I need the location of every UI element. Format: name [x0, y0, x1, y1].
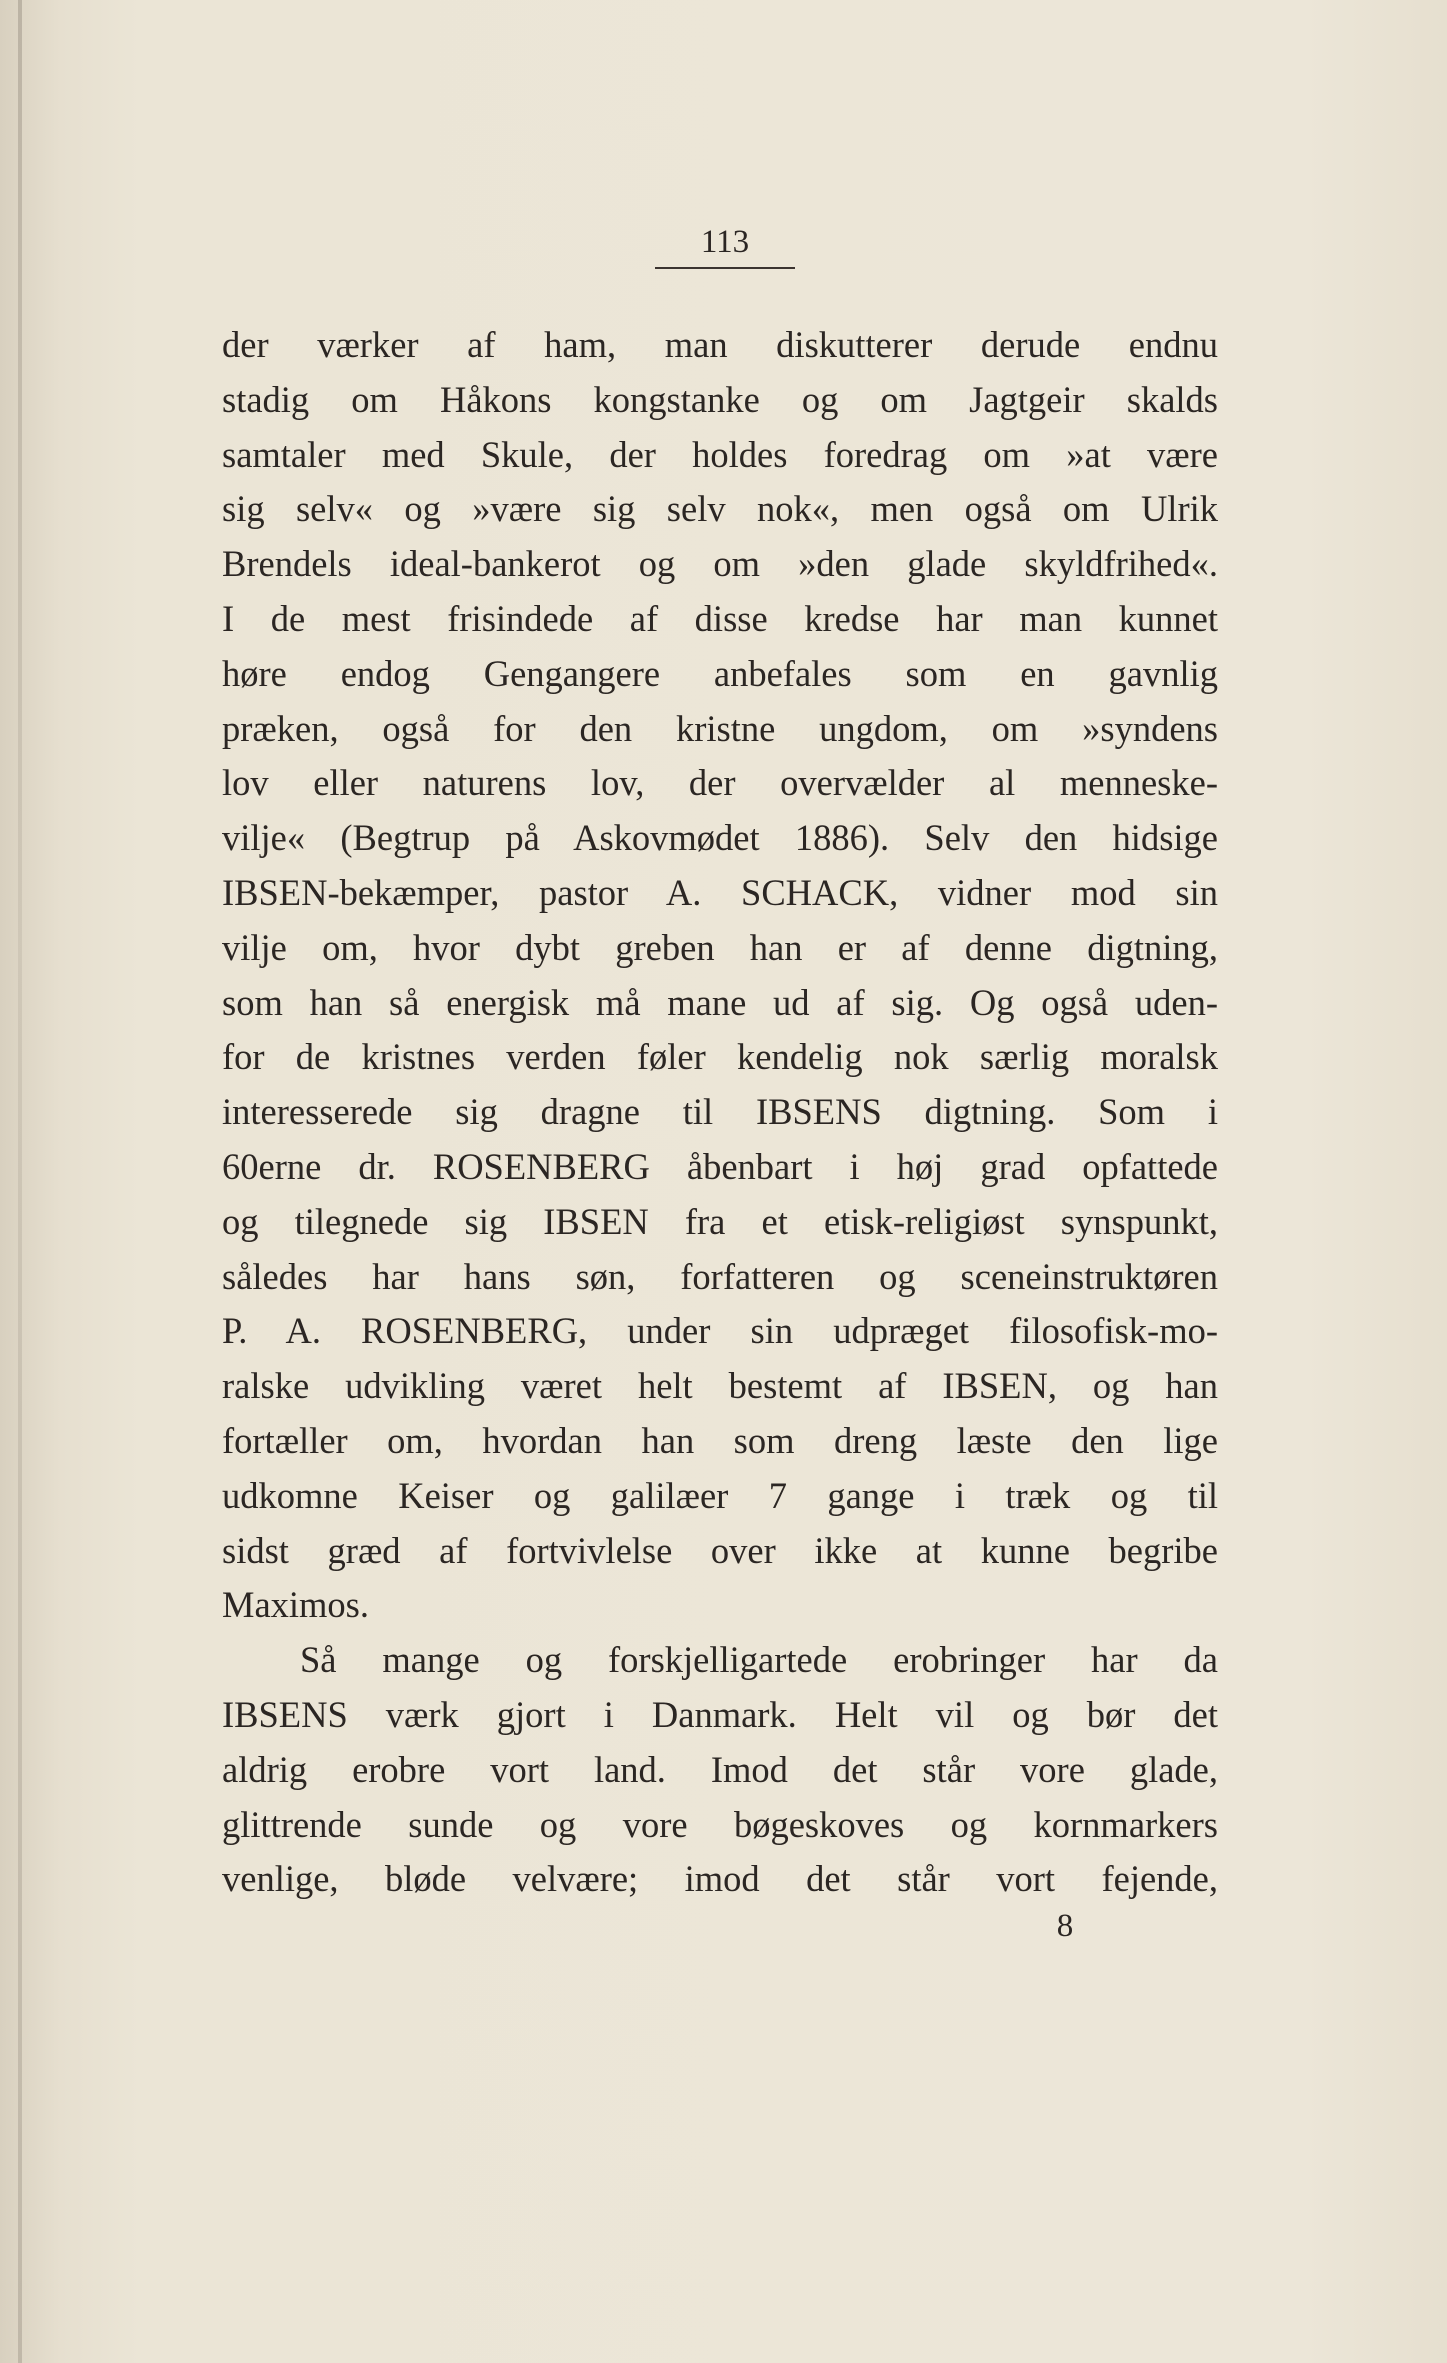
text-line-paragraph-start: Så mange og forskjelligartede erobringer har da	[300, 1639, 1218, 1681]
page-number: 113	[700, 224, 750, 260]
text-line: IBSEN-bekæmper, pastor A. SCHACK, vidner mod sin	[222, 871, 1218, 913]
text-line: samtaler med Skule, der holdes foredrag om »at være	[222, 433, 1218, 475]
text-line: præken, også for den kristne ungdom, om »syndens	[222, 707, 1218, 749]
text-line: stadig om Håkons kongstanke og om Jagtgeir skalds	[222, 378, 1218, 420]
text-line: sidst græd af fortvivlelse over ikke at kunne begribe	[222, 1529, 1218, 1571]
text-line: venlige, bløde velvære; imod det står vort fejende,	[222, 1858, 1218, 1900]
text-line: høre endog Gengangere anbefales som en gavnlig	[222, 652, 1218, 694]
text-line: Brendels ideal-bankerot og om »den glade skyldfrihed«.	[222, 543, 1218, 585]
text-line: og tilegnede sig IBSEN fra et etisk-religiøst synspunkt,	[222, 1200, 1218, 1242]
text-line-paragraph-end: Maximos.	[222, 1584, 370, 1626]
text-line: lov eller naturens lov, der overvælder al menneske-	[222, 762, 1218, 804]
text-line: IBSENS værk gjort i Danmark. Helt vil og bør det	[222, 1693, 1218, 1735]
text-line: P. A. ROSENBERG, under sin udpræget filosofisk-mo-	[222, 1310, 1218, 1352]
text-line: sig selv« og »være sig selv nok«, men også om Ulrik	[222, 488, 1218, 530]
signature-mark: 8	[1056, 1908, 1074, 1944]
text-line: interesserede sig dragne til IBSENS digtning. Som i	[222, 1091, 1218, 1133]
text-line: ralske udvikling været helt bestemt af IBSEN, og han	[222, 1365, 1218, 1407]
body-text	[222, 318, 1218, 1907]
text-line: der værker af ham, man diskutterer derude endnu	[222, 324, 1218, 365]
text-line: for de kristnes verden føler kendelig nok særlig moralsk	[222, 1036, 1218, 1078]
binding-edge	[18, 0, 22, 2363]
text-line: glittrende sunde og vore bøgeskoves og kornmarkers	[222, 1803, 1218, 1845]
text-line: som han så energisk må mane ud af sig. Og også uden-	[222, 981, 1218, 1023]
text-line: således har hans søn, forfatteren og sceneinstruktøren	[222, 1255, 1218, 1297]
text-line: I de mest frisindede af disse kredse har man kunnet	[222, 597, 1218, 639]
text-line: vilje om, hvor dybt greben han er af denne digtning,	[222, 926, 1218, 968]
page-number-rule	[655, 267, 795, 269]
text-line: aldrig erobre vort land. Imod det står vore glade,	[222, 1748, 1218, 1790]
text-line: vilje« (Begtrup på Askovmødet 1886). Selv den hidsige	[222, 817, 1218, 859]
text-line: udkomne Keiser og galilæer 7 gange i træk og til	[222, 1474, 1218, 1516]
text-line: fortæller om, hvordan han som dreng læste den lige	[222, 1419, 1218, 1461]
text-line: 60erne dr. ROSENBERG åbenbart i høj grad opfattede	[222, 1145, 1218, 1187]
